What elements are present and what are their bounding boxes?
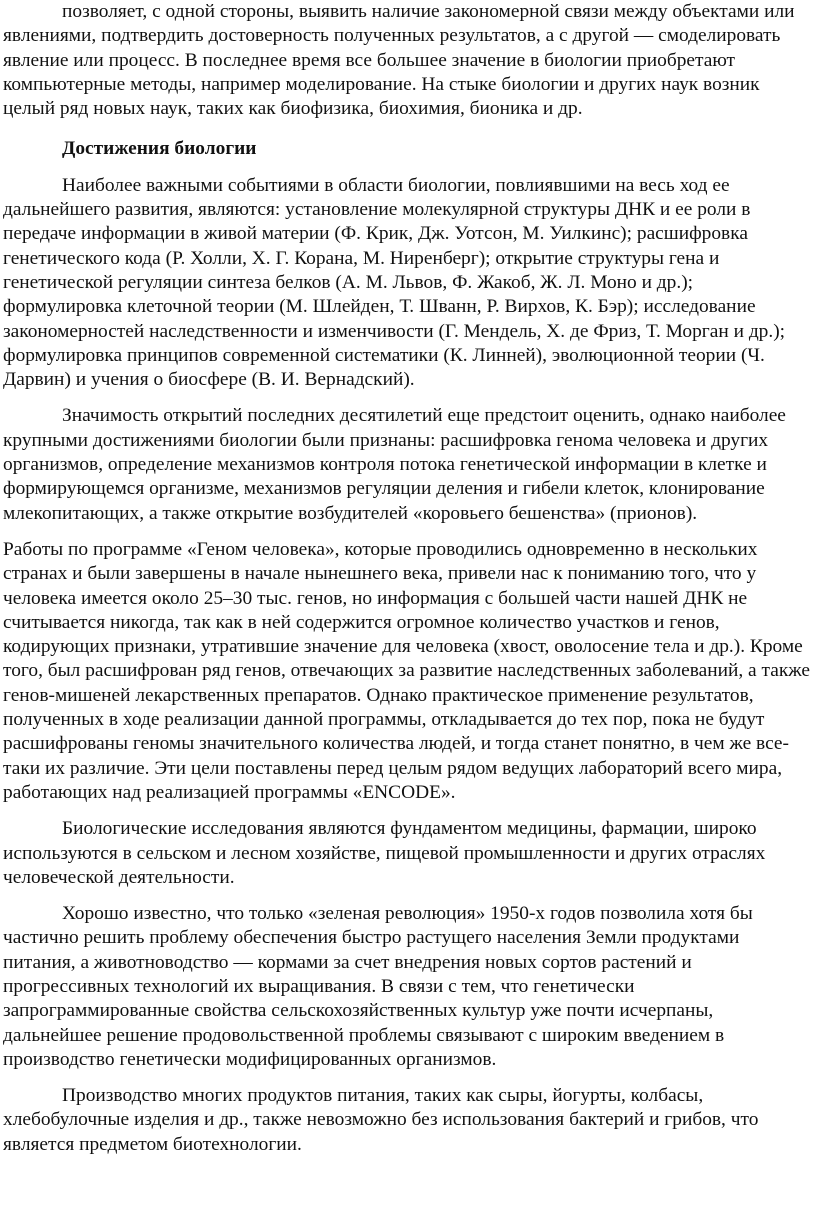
paragraph-major-events: Наиболее важными событиями в области биологии, повлиявшими на весь ход ее дальнейшего развития, являются: установление молекулярной структуры ДНК и ее роли в передаче информации в живой материи (Ф. Крик, Дж. Уотсон, М. Уилкинс); расшифровка генетического кода (Р. Холли, Х. Г. Корана, М. Ниренберг); открытие структуры гена и генетической регуляции синтеза белков (А. М. Львов, Ф. Жакоб, Ж. Л. Моно и др.); формулировка клеточной теории (М. Шлейден, Т. Шванн, Р. Вирхов, К. Бэр); исследование закономерностей наследственности и изменчивости (Г. Мендель, Х. де Фриз, Т. Морган и др.); формулировка принципов современной систематики (К. Линней), эволюционной теории (Ч. Дарвин) и учения о биосфере (В. И. Вернадский). <box>3 174 786 391</box>
paragraph-green-revolution: Хорошо известно, что только «зеленая революция» 1950-х годов позволила хотя бы частично решить проблему обеспечения быстро растущего населения Земли продуктами питания, а животноводство — кормами за счет внедрения новых сортов растений и прогрессивных технологий их выращивания. В связи с тем, что генетически запрограммированные свойства сельскохозяйственных культур уже почти исчерпаны, дальнейшее решение продовольственной проблемы связывают с широким введением в производство генетически модифицированных организмов. <box>3 903 753 1070</box>
paragraph-biotechnology: Производство многих продуктов питания, таких как сыры, йогурты, колбасы, хлебобулочные изделия и др., также невозможно без использования бактерий и грибов, что является предметом биотехнологии. <box>3 1085 759 1155</box>
paragraph-applications: Биологические исследования являются фундаментом медицины, фармации, широко используются в сельском и лесном хозяйстве, пищевой промышленности и других отраслях человеческой деятельности. <box>3 818 766 888</box>
paragraph-recent-discoveries: Значимость открытий последних десятилетий еще предстоит оценить, однако наиболее крупными достижениями биологии были признаны: расшифровка генома человека и других организмов, определение механизмов контроля потока генетической информации в клетке и формирующемся организме, механизмов регуляции деления и гибели клеток, клонирование млекопитающих, а также открытие возбудителей «коровьего бешенства» (прионов). <box>3 405 786 524</box>
section-heading: Достижения биологии <box>62 138 257 160</box>
paragraph-intro-continuation: позволяет, с одной стороны, выявить наличие закономерной связи между объектами или явлениями, подтвердить достоверность полученных результатов, а с другой — смоделировать явление или процесс. В последнее время все большее значение в биологии приобретают компьютерные методы, например моделирование. На стыке биологии и других наук возник целый ряд новых наук, таких как биофизика, биохимия, бионика и др. <box>3 1 795 120</box>
paragraph-human-genome: Работы по программе «Геном человека», которые проводились одновременно в нескольких странах и были завершены в начале нынешнего века, привели нас к пониманию того, что у человека имеется около 25–30 тыс. генов, но информация с большей части нашей ДНК не считывается никогда, так как в ней содержится огромное количество участков и генов, кодирующих признаки, утратившие значение для человека (хвост, оволосение тела и др.). Кроме того, был расшифрован ряд генов, отвечающих за развитие наследственных заболеваний, а также генов-мишеней лекарственных препаратов. Однако практическое применение результатов, полученных в ходе реализации данной программы, откладывается до тех пор, пока не будут расшифрованы геномы значительного количества людей, и тогда станет понятно, в чем же все-таки их различие. Эти цели поставлены перед целым рядом ведущих лабораторий всего мира, работающих над реализацией программы «ENCODE». <box>3 538 811 803</box>
